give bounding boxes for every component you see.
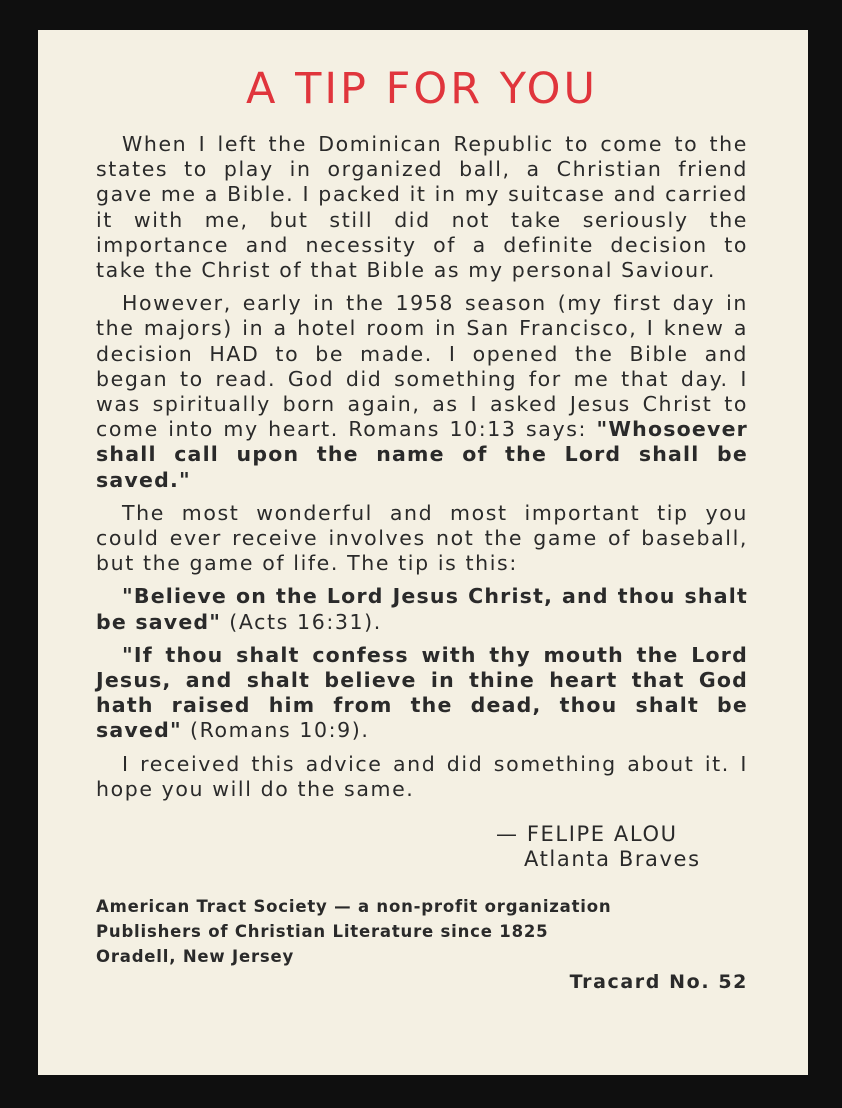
paragraph-2-quote: "Whosoever shall call upon the name of the Lord shall be saved." <box>96 417 748 492</box>
tract-card <box>38 30 808 1075</box>
quote-romans-text: "If thou shalt confess with thy mouth the Lord Jesus, and shalt believe in thine heart that God hath raised him from the dead, thou shalt be saved" <box>96 642 748 743</box>
tracard-number: Tracard No. 52 <box>569 971 748 994</box>
quote-acts-ref: (Acts 16:31). <box>221 609 382 634</box>
quote-romans-ref: (Romans 10:9). <box>181 718 370 743</box>
card-title: A TIP FOR YOU <box>246 64 598 114</box>
paragraph-4: I received this advice and did something about it. I hope you will do the same. <box>96 751 748 801</box>
publisher-info <box>96 894 748 969</box>
publisher-line-1: American Tract Society — a non-profit organization <box>96 897 612 917</box>
quote-romans <box>96 643 748 744</box>
paragraph-2-text: However, early in the 1958 season (my first day in the majors) in a hotel room in San Francisco, I knew a decision HAD to be made. I opened the Bible and began to read. God did something for me that day. I was spiritually born again, as I asked Jesus Christ to come into my heart. Romans 10:13 says: <box>96 291 748 442</box>
quote-acts <box>96 584 748 634</box>
publisher-line-2: Publishers of Christian Literature since 1825 <box>96 922 549 942</box>
paragraph-2 <box>96 291 748 493</box>
paragraph-3: The most wonderful and most important tip you could ever receive involves not the game of baseball, but the game of life. The tip is this: <box>96 500 748 576</box>
signature-team: Atlanta Braves <box>524 847 701 872</box>
signature <box>496 822 748 872</box>
quote-acts-text: "Believe on the Lord Jesus Christ, and thou shalt be saved" <box>96 584 748 634</box>
paragraph-1: When I left the Dominican Republic to come to the states to play in organized ball, a Christian friend gave me a Bible. I packed it in my suitcase and carried it with me, but still did not take seriously the importance and necessity of a definite decision to take the Christ of that Bible as my personal Saviour. <box>96 132 748 283</box>
signature-name: — FELIPE ALOU <box>496 822 678 847</box>
publisher-line-3: Oradell, New Jersey <box>96 947 295 967</box>
